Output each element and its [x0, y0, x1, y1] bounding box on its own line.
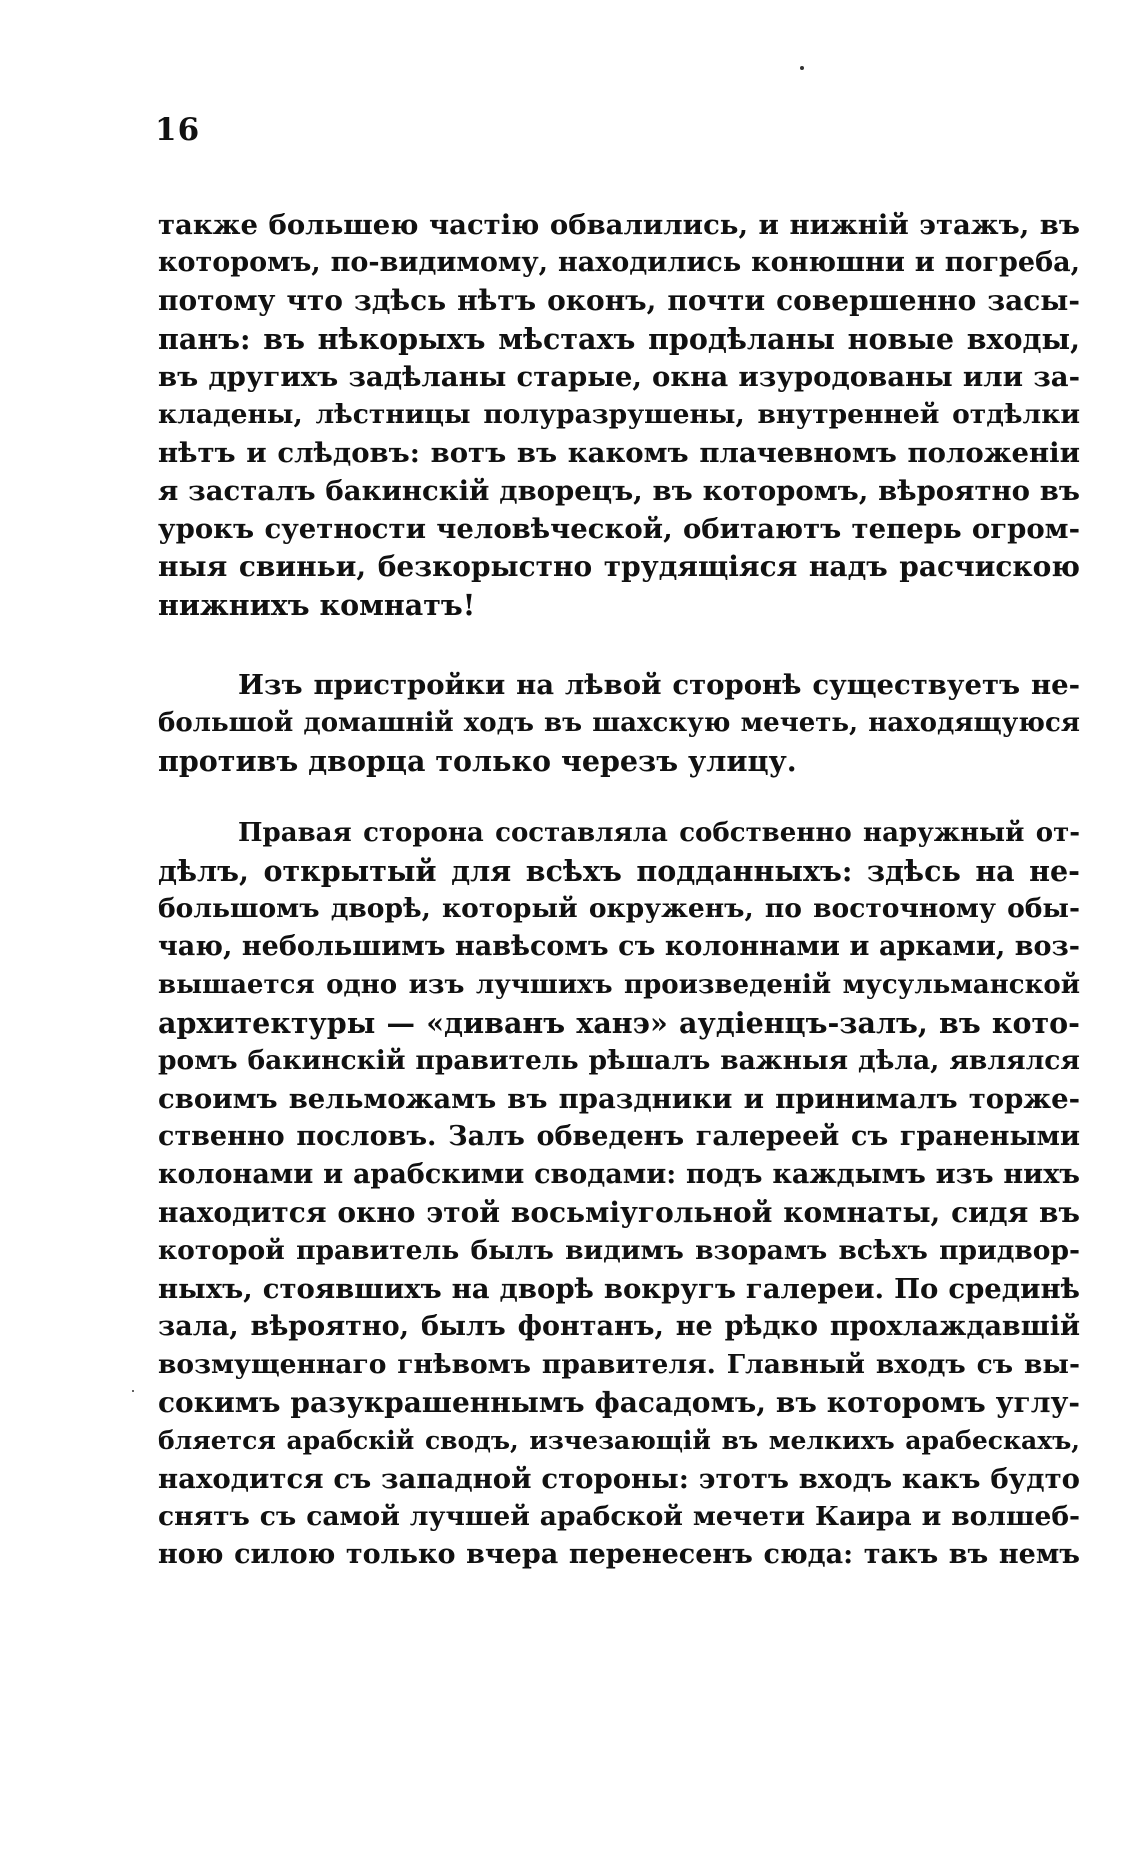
text-line: противъ дворца только черезъ улицу. [158, 744, 797, 778]
text-line: нѣтъ и слѣдовъ: вотъ въ какомъ плачевномъ положеніи [158, 437, 1080, 469]
text-line: вышается одно изъ лучшихъ произведеній мусульманской [158, 970, 1080, 1000]
text-line: большомъ дворѣ, который окруженъ, по восточному обы- [158, 893, 1080, 924]
text-line: большой домашній ходъ въ шахскую мечеть, находящуюся [158, 708, 1080, 738]
text-line: Изъ пристройки на лѣвой сторонѣ существуетъ не- [238, 669, 1080, 701]
text-line: въ другихъ задѣланы старые, окна изуродованы или за- [158, 361, 1080, 393]
text-line: ственно пословъ. Залъ обведенъ галереей съ гранеными [158, 1121, 1080, 1152]
text-line: возмущеннаго гнѣвомъ правителя. Главный входъ съ вы- [158, 1349, 1080, 1380]
text-line: колонами и арабскими сводами: подъ каждымъ изъ нихъ [158, 1159, 1080, 1190]
text-line: архитектуры — «диванъ ханэ» аудіенцъ-залъ, въ кото- [158, 1006, 1080, 1040]
text-line: ныхъ, стоявшихъ на дворѣ вокругъ галереи. По срединѣ [158, 1273, 1080, 1305]
text-line: нижнихъ комнатъ! [158, 588, 476, 622]
text-line: я засталъ бакинскій дворецъ, въ которомъ, вѣроятно въ [158, 475, 1080, 507]
text-line: панъ: въ нѣкорыхъ мѣстахъ продѣланы новые входы, [158, 322, 1080, 356]
text-line: также большею частію обвалились, и нижній этажъ, въ [158, 209, 1080, 241]
text-line: ныя свиньи, безкорыстно трудящіяся надъ расчискою [158, 550, 1080, 583]
text-line: своимъ вельможамъ въ праздники и принималъ торже- [158, 1083, 1080, 1115]
paragraph-1 [158, 206, 1080, 624]
text-line: находится съ западной стороны: этотъ входъ какъ будто [158, 1463, 1080, 1495]
text-line: сокимъ разукрашеннымъ фасадомъ, въ которомъ углу- [158, 1386, 1080, 1419]
text-line: урокъ суетности человѣческой, обитаютъ теперь огром- [158, 513, 1080, 545]
text-line: ною силою только вчера перенесенъ сюда: такъ въ немъ [158, 1539, 1080, 1570]
text-line: кладены, лѣстницы полуразрушены, внутренней отдѣлки [158, 399, 1080, 430]
text-line: ромъ бакинскій правитель рѣшалъ важныя дѣла, являлся [158, 1045, 1080, 1076]
print-speck [800, 66, 804, 70]
paragraph-3 [158, 814, 1080, 1574]
page-number: 16 [155, 112, 201, 148]
text-line: бляется арабскій сводъ, изчезающій въ мелкихъ арабескахъ, [158, 1426, 1080, 1455]
text-line: Правая сторона составляла собственно наружный от- [238, 818, 1080, 848]
text-line: дѣлъ, открытый для всѣхъ подданныхъ: здѣсь на не- [158, 854, 1080, 888]
paragraph-2 [158, 666, 1080, 780]
text-line: потому что здѣсь нѣтъ оконъ, почти совершенно засы- [158, 284, 1080, 317]
text-line: находится окно этой восьміугольной комнаты, сидя въ [158, 1196, 1080, 1229]
print-speck [132, 1390, 134, 1392]
text-line: чаю, небольшимъ навѣсомъ съ колоннами и арками, воз- [158, 931, 1080, 962]
text-line: снятъ съ самой лучшей арабской мечети Каира и волшеб- [158, 1501, 1080, 1532]
text-line: зала, вѣроятно, былъ фонтанъ, не рѣдко прохлаждавшій [158, 1311, 1080, 1342]
text-line: которой правитель былъ видимъ взорамъ всѣхъ придвор- [158, 1235, 1080, 1266]
text-line: которомъ, по-видимому, находились конюшни и погреба, [158, 247, 1080, 278]
